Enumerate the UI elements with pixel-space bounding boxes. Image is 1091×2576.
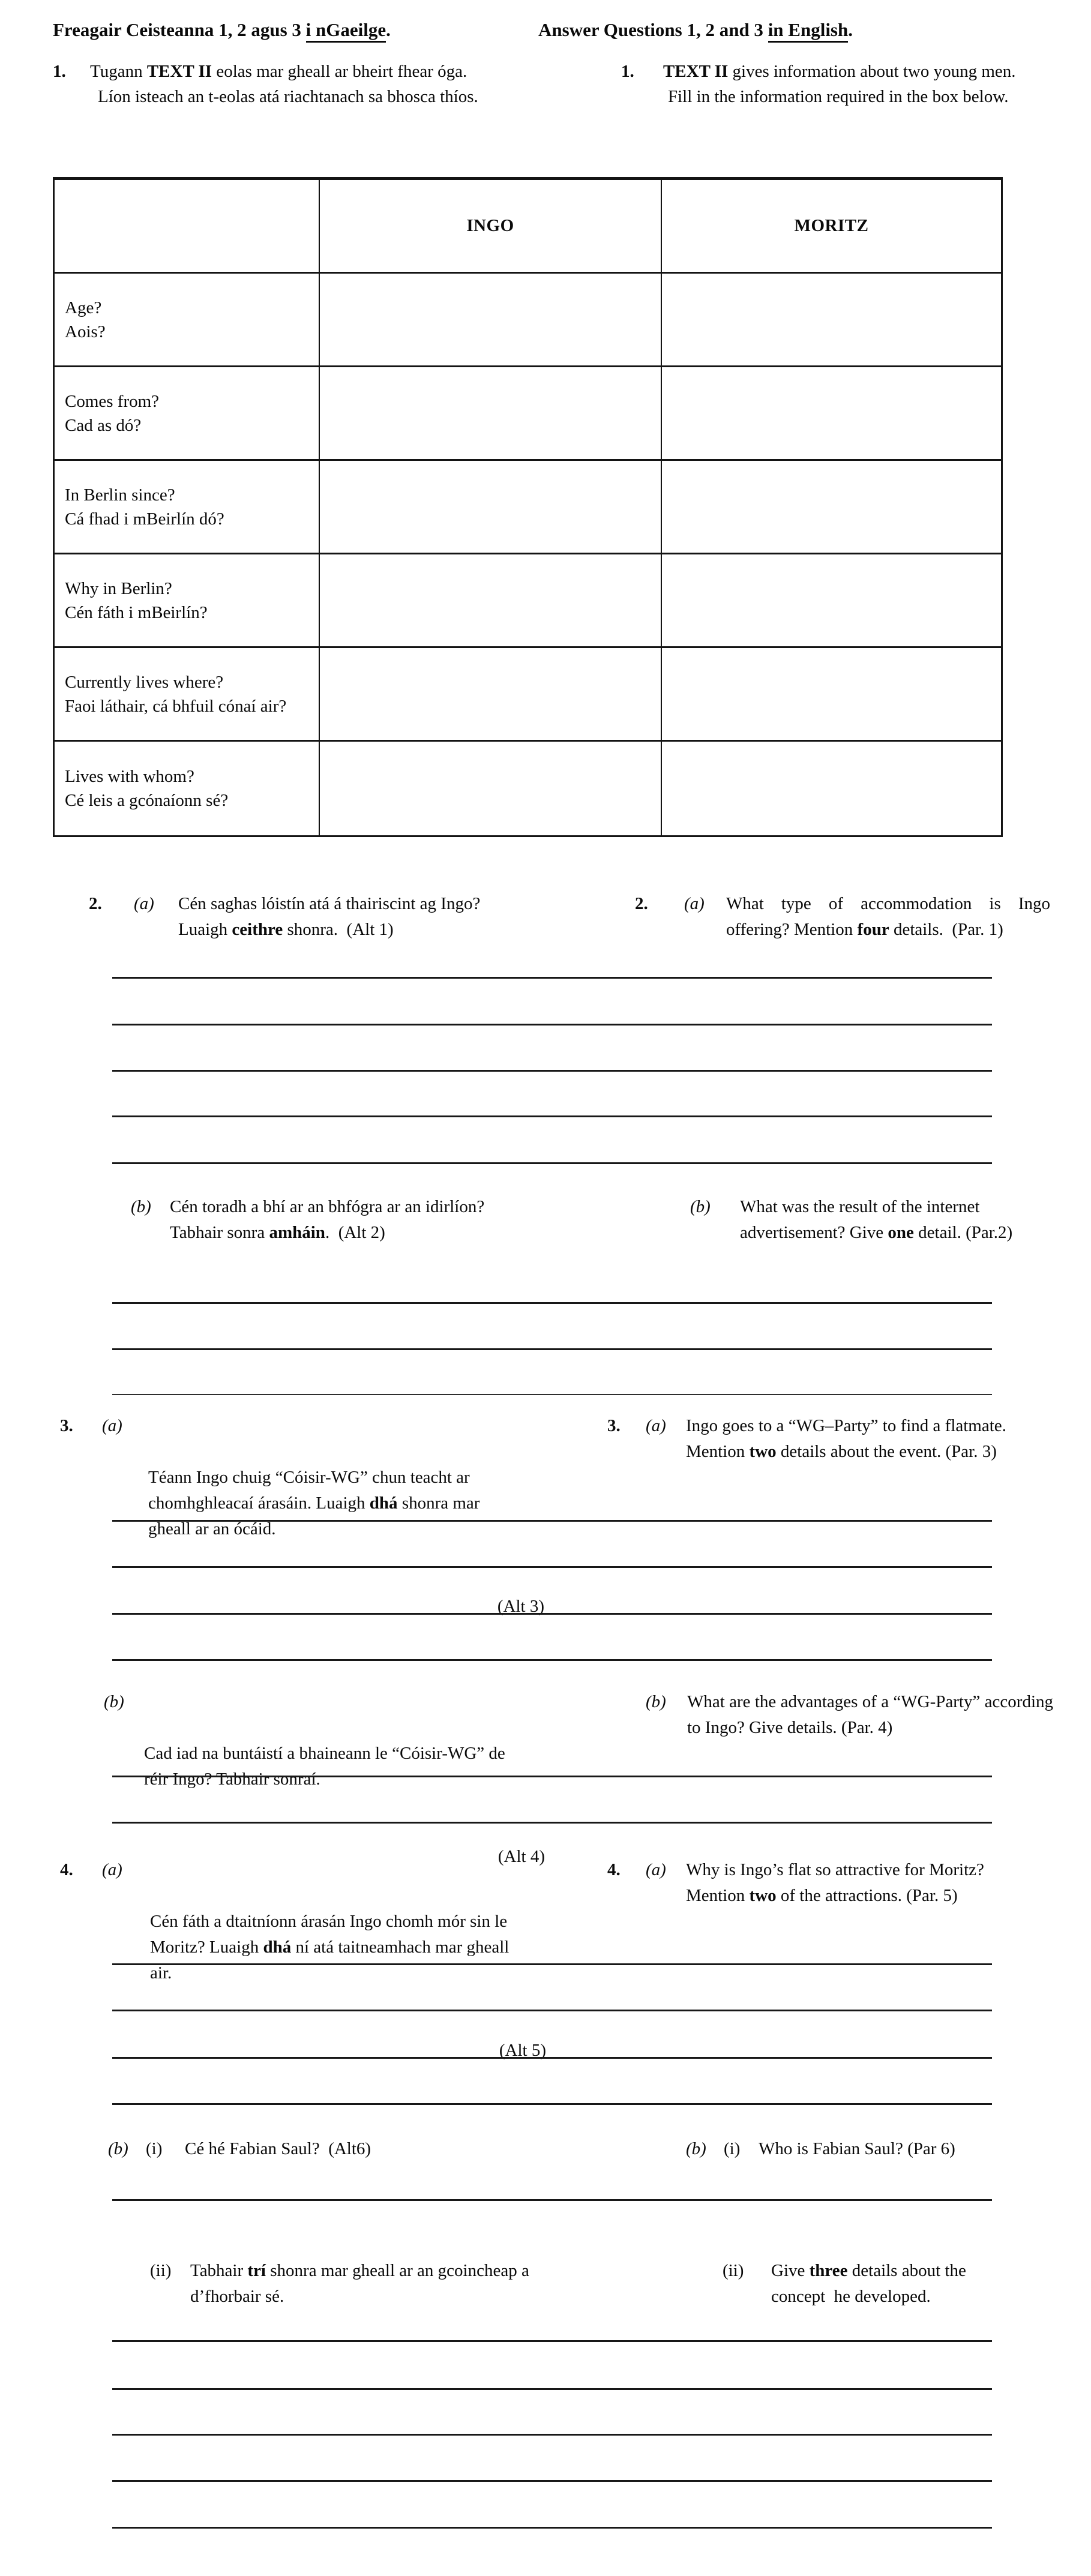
q2b-marker-left: (b) (131, 1197, 151, 1216)
row-label-english: Comes from? (65, 391, 160, 411)
q3a-alt-ref: (Alt 3) (497, 1597, 544, 1616)
answer-line[interactable] (112, 1963, 992, 1965)
answer-line[interactable] (112, 1302, 992, 1304)
answer-line[interactable] (112, 1822, 992, 1824)
q4a-text-irish-body: Cén fáth a dtaitníonn árasán Ingo chomh mór sin le Moritz? Luaigh dhá ní atá taitneamhach mar gheall air. (150, 1912, 514, 1983)
table-row-label (55, 274, 320, 367)
q3b-alt-ref: (Alt 4) (497, 1847, 545, 1866)
q3-number-left: 3. (60, 1416, 73, 1435)
heading-irish-post: . (386, 19, 391, 40)
q4bi-text-irish: Cé hé Fabian Saul? (Alt6) (185, 2139, 371, 2158)
row-label-english: Lives with whom? (65, 767, 194, 786)
answer-line[interactable] (112, 2434, 992, 2436)
answer-line[interactable] (112, 1613, 992, 1615)
q2a-text-irish-line1: Cén saghas lóistín atá á thairiscint ag Ingo? (178, 894, 481, 913)
info-table (53, 177, 1003, 837)
row-label-irish: Aois? (65, 322, 106, 341)
q4bi-marker-right: (i) (724, 2139, 741, 2158)
q3b-text-english: What are the advantages of a “WG-Party” according to Ingo? Give details. (Par. 4) (687, 1692, 1058, 1737)
table-row-label (55, 461, 320, 554)
q2a-text-irish-line2: Luaigh ceithre shonra. (Alt 1) (178, 920, 394, 939)
table-answer-cell-moritz[interactable] (662, 461, 1001, 554)
table-row-label (55, 554, 320, 648)
answer-line[interactable] (112, 1162, 992, 1164)
table-answer-cell-moritz[interactable] (662, 742, 1001, 835)
q2a-marker-left: (a) (134, 894, 154, 913)
answer-line[interactable] (112, 2527, 992, 2529)
table-header-ingo: INGO (320, 180, 662, 274)
row-label-irish: Faoi láthair, cá bhfuil cónaí air? (65, 696, 287, 716)
row-label-english: In Berlin since? (65, 485, 175, 505)
q1-text-english-line2: Fill in the information required in the box below. (668, 87, 1009, 106)
q1-text-irish-line1: Tugann TEXT II eolas mar gheall ar bheirt fhear óga. (90, 62, 467, 81)
row-label-english: Age? (65, 298, 102, 317)
q3b-text-irish-body: Cad iad na buntáistí a bhaineann le “Cóisir-WG” de réir Ingo? Tabhair sonraí. (144, 1744, 510, 1789)
q3b-marker-left: (b) (104, 1692, 124, 1711)
q4b-marker-left: (b) (108, 2139, 128, 2158)
row-label-irish: Cén fáth i mBeirlín? (65, 602, 208, 622)
answer-line[interactable] (112, 1024, 992, 1025)
q1-number-right: 1. (621, 62, 634, 81)
table-answer-cell-ingo[interactable] (320, 461, 662, 554)
answer-line[interactable] (112, 1520, 992, 1522)
q4a-text-irish (150, 1857, 546, 2064)
heading-irish-pre: Freagair Ceisteanna 1, 2 agus 3 (53, 19, 306, 40)
q4b-marker-right: (b) (686, 2139, 706, 2158)
answer-line[interactable] (112, 977, 992, 979)
q2b-text-english: What was the result of the internet advertisement? Give one detail. (Par.2) (740, 1197, 1013, 1242)
answer-line[interactable] (112, 1776, 992, 1777)
answer-line[interactable] (112, 2480, 992, 2482)
row-label-irish: Cé leis a gcónaíonn sé? (65, 791, 229, 810)
q3a-text-irish-body: Téann Ingo chuig “Cóisir-WG” chun teacht ar chomhghleacaí árasáin. Luaigh dhá shonra mar gheall ar an ócáid. (148, 1468, 484, 1539)
table-answer-cell-moritz[interactable] (662, 648, 1001, 742)
answer-line[interactable] (112, 2103, 992, 2105)
answer-line[interactable] (112, 2010, 992, 2011)
heading-irish-underlined: i nGaeilge (306, 20, 386, 43)
table-row-label (55, 742, 320, 835)
q2-number-left: 2. (89, 894, 102, 913)
table-row-label (55, 648, 320, 742)
table-row-label (55, 367, 320, 461)
row-label-irish: Cad as dó? (65, 415, 142, 435)
table-answer-cell-ingo[interactable] (320, 648, 662, 742)
q2b-marker-right: (b) (690, 1197, 711, 1216)
table-answer-cell-ingo[interactable] (320, 367, 662, 461)
q3b-marker-right: (b) (646, 1692, 666, 1711)
q4a-text-english: Why is Ingo’s flat so attractive for Moritz? Mention two of the attractions. (Par. 5) (686, 1860, 989, 1905)
q3a-marker-right: (a) (646, 1416, 666, 1435)
q4bii-text-english: Give three details about the concept he developed. (771, 2261, 971, 2306)
answer-line[interactable] (112, 2199, 992, 2201)
answer-line[interactable] (112, 2340, 992, 2342)
q1-text-irish-line2: Líon isteach an t-eolas atá riachtanach sa bhosca thíos. (98, 87, 478, 106)
heading-english (538, 17, 853, 43)
table-answer-cell-ingo[interactable] (320, 274, 662, 367)
answer-line[interactable] (112, 1070, 992, 1072)
answer-line[interactable] (112, 2388, 992, 2390)
answer-line[interactable] (112, 1566, 992, 1568)
answer-line[interactable] (112, 2057, 992, 2059)
q3b-text-irish (144, 1689, 545, 1870)
row-label-irish: Cá fhad i mBeirlín dó? (65, 509, 224, 529)
q4-number-right: 4. (607, 1860, 621, 1879)
table-answer-cell-moritz[interactable] (662, 274, 1001, 367)
table-answer-cell-moritz[interactable] (662, 367, 1001, 461)
answer-line[interactable] (112, 1394, 992, 1395)
q2b-text-irish-line2: Tabhair sonra amháin. (Alt 2) (170, 1223, 385, 1242)
answer-line[interactable] (112, 1115, 992, 1117)
q3-number-right: 3. (607, 1416, 621, 1435)
q4bi-text-english: Who is Fabian Saul? (Par 6) (759, 2139, 955, 2158)
table-answer-cell-moritz[interactable] (662, 554, 1001, 648)
q4bi-marker-left: (i) (146, 2139, 163, 2158)
q1-text-english-line1: TEXT II gives information about two young men. (663, 62, 1016, 81)
heading-irish (53, 17, 391, 43)
table-corner-cell (55, 180, 320, 274)
answer-line[interactable] (112, 1659, 992, 1661)
q2-number-right: 2. (635, 894, 648, 913)
q2b-text-irish-line1: Cén toradh a bhí ar an bhfógra ar an idirlíon? (170, 1197, 485, 1216)
row-label-english: Currently lives where? (65, 672, 224, 692)
heading-english-pre: Answer Questions 1, 2 and 3 (538, 19, 768, 40)
heading-english-underlined: in English (768, 20, 849, 43)
q1-number-left: 1. (53, 62, 66, 81)
table-answer-cell-ingo[interactable] (320, 742, 662, 835)
answer-line[interactable] (112, 1348, 992, 1350)
q4bii-marker-left: (ii) (150, 2261, 172, 2280)
table-header-moritz: MORITZ (662, 180, 1001, 274)
q4-number-left: 4. (60, 1860, 73, 1879)
q4bii-marker-right: (ii) (723, 2261, 744, 2280)
q2a-text-english: What type of accommodation is Ingo offering? Mention four details. (Par. 1) (726, 894, 1055, 939)
row-label-english: Why in Berlin? (65, 578, 172, 598)
q3a-text-irish (148, 1413, 544, 1620)
q4bii-text-irish: Tabhair trí shonra mar gheall ar an gcoincheap a d’fhorbair sé. (190, 2261, 534, 2306)
q2a-marker-right: (a) (684, 894, 705, 913)
q3a-marker-left: (a) (102, 1416, 122, 1435)
q3a-text-english: Ingo goes to a “WG–Party” to find a flatmate. Mention two details about the event. (Par. 3) (686, 1416, 1011, 1461)
q4a-marker-left: (a) (102, 1860, 122, 1879)
heading-english-post: . (848, 19, 853, 40)
table-answer-cell-ingo[interactable] (320, 554, 662, 648)
q4a-alt-ref: (Alt 5) (499, 2041, 546, 2060)
q4a-marker-right: (a) (646, 1860, 666, 1879)
